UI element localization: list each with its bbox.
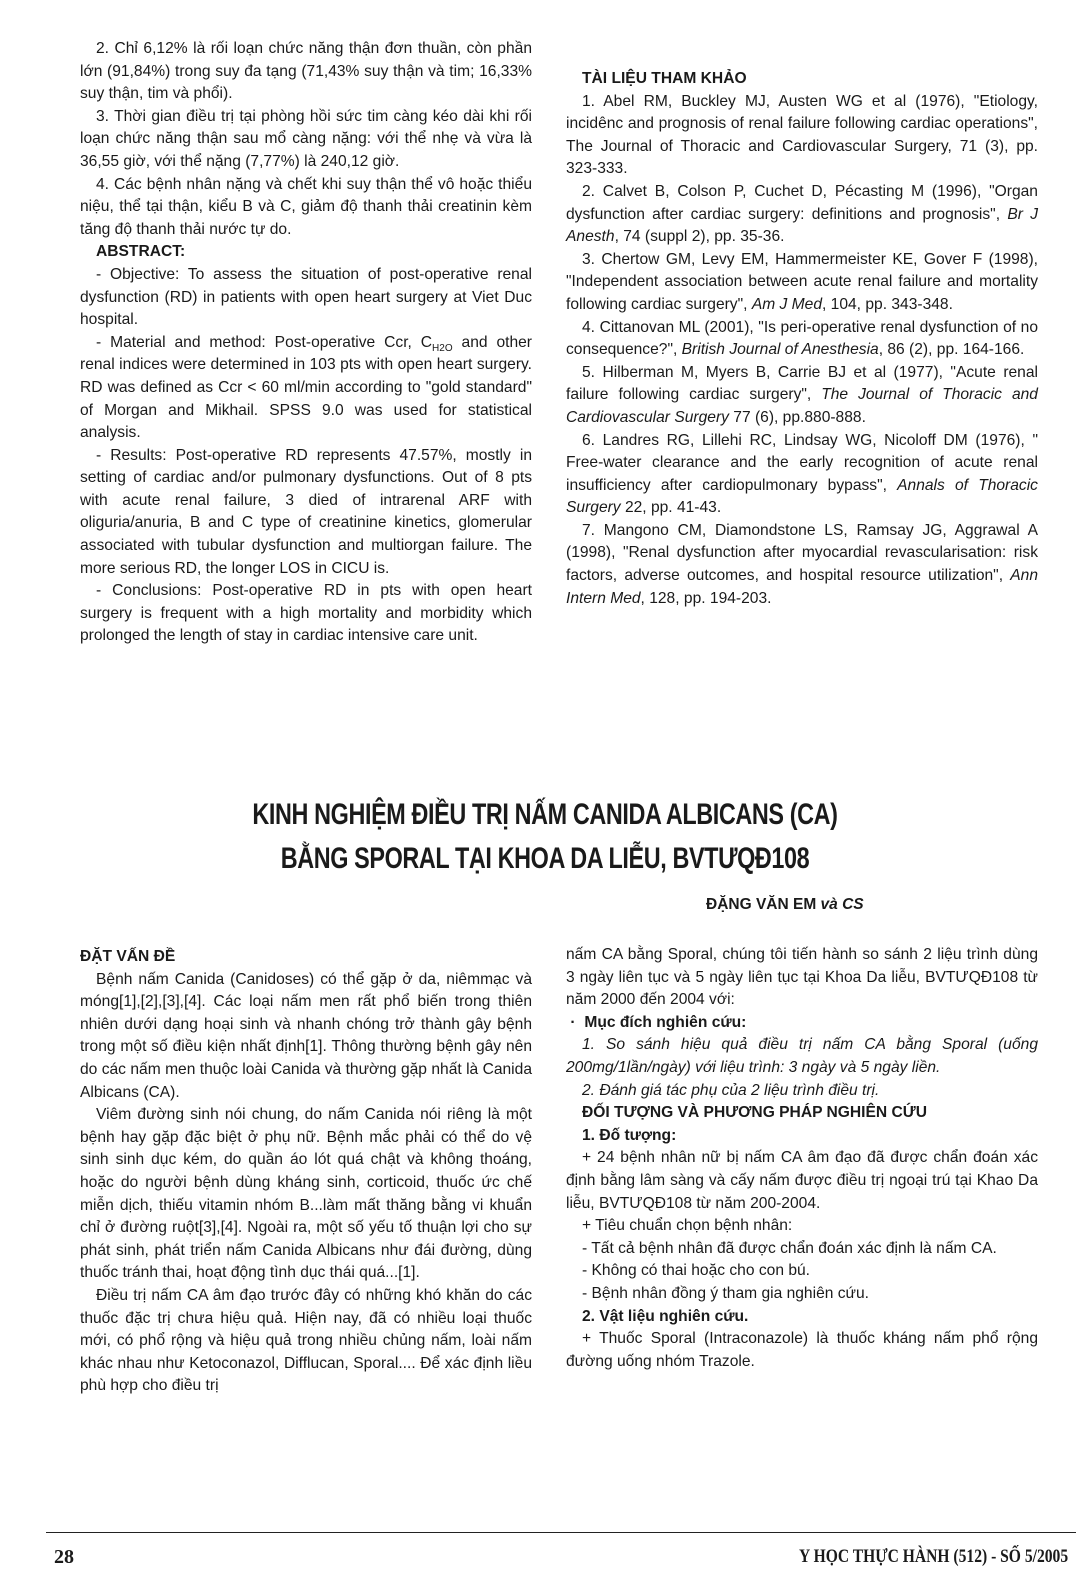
abstract-conclusions: - Conclusions: Post-operative RD in pts with open heart surgery is frequent with a high mortality and morbidity which prolonged the length of stay in cardiac intensive care unit. bbox=[80, 582, 532, 645]
materials-text: + Thuốc Sporal (Intraconazole) là thuốc kháng nấm phổ rộng đường uống nhóm Trazole. bbox=[566, 1330, 1038, 1370]
article-title-line-1: KINH NGHIỆM ĐIỀU TRỊ NẤM CANIDA ALBICANS (CA) bbox=[252, 798, 838, 831]
aim-text: 2. Đánh giá tác phụ của 2 liệu trình điều trị. bbox=[582, 1081, 880, 1099]
criteria-item: - Không có thai hoặc cho con bú. bbox=[582, 1262, 810, 1280]
abstract-method-text-cont: and other renal indices were determined in 103 pts with open heart surgery. RD was defined as Ccr < 60 ml/min according to "gold standard" of Morgan and Mikhail. SPSS 9.0 was used for statistical analysis. bbox=[80, 333, 532, 442]
bullet-icon: · bbox=[570, 1013, 576, 1031]
criteria-item: - Tất cả bệnh nhân đã được chẩn đoán xác định là nấm CA. bbox=[582, 1239, 997, 1257]
reference-item bbox=[566, 249, 1038, 317]
intro-heading: ĐẶT VẤN ĐỀ bbox=[80, 948, 176, 965]
references-column bbox=[566, 68, 1038, 610]
h2o-subscript: H2O bbox=[432, 342, 453, 354]
footer-rule bbox=[46, 1532, 1076, 1533]
subjects-heading: 1. Đố tượng: bbox=[582, 1126, 677, 1144]
page-number: 28 bbox=[54, 1546, 74, 1568]
reference-details: , 104, pp. 343-348. bbox=[822, 295, 953, 313]
abstract-objective: - Objective: To assess the situation of post-operative renal dysfunction (RD) in patients with open heart surgery at Viet Duc hospital. bbox=[80, 265, 532, 329]
intro-continued: nấm CA bằng Sporal, chúng tôi tiến hành so sánh 2 liệu trình dùng 3 ngày liên tục và 5 ngày liên tục tại Khoa Da liễu, BVTƯQĐ108 từ năm 2000 đến 2004 với: bbox=[566, 946, 1038, 1009]
reference-text: 5. Hilberman M, Myers B, Carrie BJ et al (1977), "Acute renal failure following cardiac surgery", bbox=[566, 363, 1038, 404]
reference-item bbox=[566, 181, 1038, 249]
reference-journal: Ann Intern Med bbox=[566, 567, 1038, 607]
methods-column bbox=[566, 944, 1038, 1373]
subjects-text: + 24 bệnh nhân nữ bị nấm CA âm đạo đã được chẩn đoán xác định bằng lâm sàng và cấy nấm được điều trị ngoại trú tại Khao Da liễu, BVTƯQĐ108 từ năm 200-2004. bbox=[566, 1149, 1038, 1212]
reference-details: , 74 (suppl 2), pp. 35-36. bbox=[614, 228, 785, 246]
conclusion-item: 2. Chỉ 6,12% là rối loạn chức năng thận đơn thuần, còn phần lớn (91,84%) trong suy đa tạng (71,43% suy thận và tim; 16,33% suy thận, tim và phổi). bbox=[80, 40, 532, 103]
article-author bbox=[706, 896, 864, 914]
aim-item bbox=[566, 1080, 1038, 1103]
reference-journal: British Journal of Anesthesia bbox=[681, 341, 879, 359]
aims-heading bbox=[566, 1012, 1038, 1035]
methods-heading: ĐỐI TƯỢNG VÀ PHƯƠNG PHÁP NGHIÊN CỨU bbox=[582, 1104, 927, 1122]
reference-text: 6. Landres RG, Lillehi RC, Lindsay WG, Nicoloff DM (1976), " Free-water clearance and the early recognition of acute renal insufficiency after cardiopulmonary bypass", bbox=[566, 431, 1038, 494]
reference-details: , 86 (2), pp. 164-166. bbox=[878, 341, 1025, 359]
reference-journal: Annals of Thoracic Surgery bbox=[566, 476, 1038, 517]
aim-item bbox=[566, 1034, 1038, 1079]
reference-text: 4. Cittanovan ML (2001), "Is peri-operative renal dysfunction of no consequence?", bbox=[566, 318, 1038, 359]
criteria-heading: + Tiêu chuẩn chọn bệnh nhân: bbox=[582, 1217, 793, 1235]
reference-item bbox=[566, 362, 1038, 430]
conclusion-item: 4. Các bệnh nhân nặng và chết khi suy thận thể vô hoặc thiểu niệu, thể tại thận, kiểu B và C, giảm độ thanh thải creatinin kèm tăng độ thanh thải nước tự do. bbox=[80, 175, 532, 238]
intro-paragraph: Viêm đường sinh nói chung, do nấm Canida nói riêng là một bệnh hay gặp đặc biệt ở phụ nữ. Bệnh mắc phải có thể do vệ sinh sinh dục kém, do quần áo lót quá chật và không thoáng, hoặc do người bệnh dùng kháng sinh, corticoid, thuốc ức chế miễn dịch, thiếu vitamin nhóm B...làm mất thăng bằng vi khuẩn chỉ ở đường ruột[3],[4]. Ngoài ra, một số yếu tố thuận lợi cho sự phát sinh, phát triển nấm Canida Albicans như đái đường, dùng thuốc tránh thai, hoạt động tình dục thái quá...[1]. bbox=[80, 1106, 532, 1282]
reference-item bbox=[566, 91, 1038, 181]
reference-text: 3. Chertow GM, Levy EM, Hammermeister KE, Gover F (1998), "Independent association between acute renal failure and mortality following cardiac surgery", bbox=[566, 250, 1038, 313]
author-name: ĐẶNG VĂN EM bbox=[706, 896, 817, 913]
article-title bbox=[120, 793, 970, 881]
reference-text: 7. Mangono CM, Diamondstone LS, Ramsay JG, Aggrawal A (1998), "Renal dysfunction after myocardial revascularisation: risk factors, adverse outcomes, and hospital resource utilization", bbox=[566, 521, 1038, 585]
reference-item bbox=[566, 317, 1038, 362]
reference-journal: Br J Anesth bbox=[566, 205, 1038, 246]
reference-journal: Am J Med bbox=[751, 295, 822, 313]
reference-details: 77 (6), pp.880-888. bbox=[728, 408, 866, 426]
author-suffix: và CS bbox=[816, 896, 864, 913]
conclusion-item: 3. Thời gian điều trị tại phòng hồi sức tim càng kéo dài khi rối loạn chức năng thận sau mổ càng nặng: với thể nhẹ và vừa là 36,55 giờ, với thể nặng (7,77%) là 240,12 giờ. bbox=[80, 107, 532, 170]
intro-paragraph: Bệnh nấm Canida (Canidoses) có thể gặp ở da, niêmmạc và móng[1],[2],[3],[4]. Các loại nấm men rất phổ biến trong thiên nhiên dưới dạng hoại sinh và nhanh chóng trở thành gây bệnh trong một số điều kiện nhất định[1]. Thông thường bệnh gây nên do các nấm men thuộc loài Canida và thường gặp nhất là Canida Albicans (CA). bbox=[80, 970, 532, 1101]
reference-item bbox=[566, 430, 1038, 520]
introduction-column bbox=[80, 946, 532, 1398]
abstract-method bbox=[80, 332, 532, 445]
criteria-item: - Bệnh nhân đồng ý tham gia nghiên cứu. bbox=[582, 1284, 869, 1302]
aims-heading-text: Mục đích nghiên cứu: bbox=[584, 1013, 747, 1031]
journal-name: Y HỌC THỰC HÀNH (512) - SỐ 5/2005 bbox=[798, 1546, 1068, 1567]
abstract-results: - Results: Post-operative RD represents 47.57%, mostly in setting of cardiac and/or pulmonary dysfunctions. Out of 8 pts with acute renal failure, 3 died of intrarenal ARF with oliguria/anuria, B and C type of creatinine kinetics, glomerular associated with tubular dysfunction and multiorgan failure. The more serious RD, the longer LOS in CICU is. bbox=[80, 446, 532, 577]
reference-details: 22, pp. 41-43. bbox=[620, 499, 722, 517]
reference-details: , 128, pp. 194-203. bbox=[640, 589, 772, 607]
aim-text: 1. So sánh hiệu quả điều trị nấm CA bằng Sporal (uống 200mg/1lần/ngày) với liệu trình: 3 ngày và 5 ngày liền. bbox=[566, 1036, 1038, 1076]
previous-article-conclusions-column bbox=[80, 38, 532, 648]
abstract-heading: ABSTRACT: bbox=[96, 243, 186, 261]
reference-text: 2. Calvet B, Colson P, Cuchet D, Pécasting M (1996), "Organ dysfunction after cardiac surgery: definitions and prognosis", bbox=[566, 182, 1038, 223]
reference-journal: The Journal of Thoracic and Cardiovascular Surgery bbox=[566, 386, 1038, 426]
reference-item bbox=[566, 520, 1038, 610]
intro-paragraph: Điều trị nấm CA âm đạo trước đây có những khó khăn do các thuốc đặc trị chưa hiệu quả. Hiện nay, đã có nhiều loại thuốc mới, có phổ rộng và hiệu quả trong nhiều chủng nấm, loài nấm khác nhau như Ketoconazol, Difflucan, Sporal.... Để xác định liều phù hợp cho điều trị bbox=[80, 1286, 532, 1395]
article-title-line-2: BẰNG SPORAL TẠI KHOA DA LIỄU, BVTƯQĐ108 bbox=[280, 842, 810, 875]
materials-heading: 2. Vật liệu nghiên cứu. bbox=[582, 1307, 749, 1325]
reference-text: 1. Abel RM, Buckley MJ, Austen WG et al (1976), "Etiology, incidênc and prognosis of renal failure following cardiac operations", The Journal of Thoracic and Cardiovascular Surgery, 71 (3), pp. 323-333. bbox=[566, 92, 1038, 178]
abstract-method-text: - Material and method: Post-operative Ccr, C bbox=[96, 333, 433, 351]
references-heading: TÀI LIỆU THAM KHẢO bbox=[582, 70, 747, 87]
